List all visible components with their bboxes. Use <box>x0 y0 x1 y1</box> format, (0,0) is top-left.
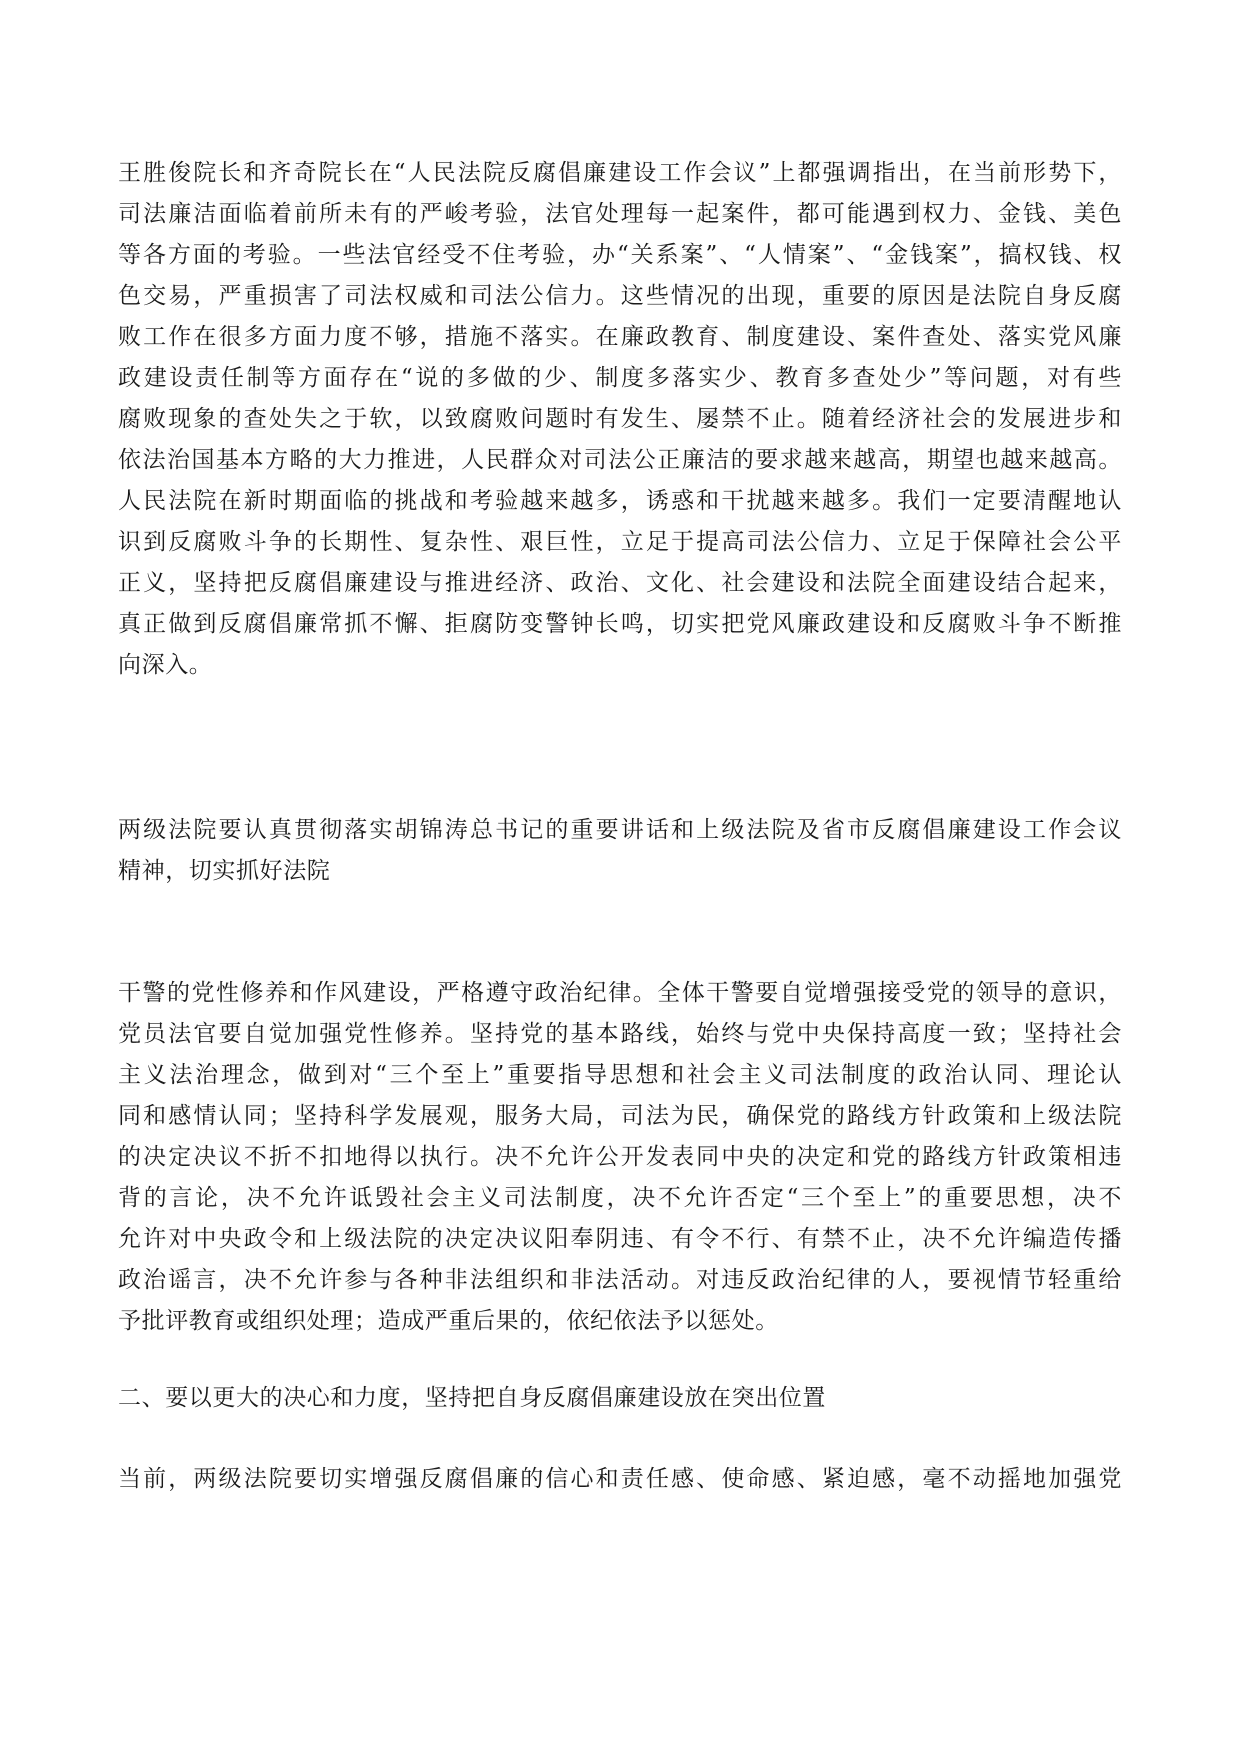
text-line: 向深入。 <box>118 652 213 678</box>
text-line: 当前，两级法院要切实增强反腐倡廉的信心和责任感、使命感、紧迫感，毫不动摇地加强党 <box>118 1466 1122 1492</box>
text-line: 政建设责任制等方面存在“说的多做的少、制度多落实少、教育多查处少”等问题，对有些 <box>118 365 1122 391</box>
paragraph-court-integrity <box>118 153 1122 686</box>
text-line: 政治谣言，决不允许参与各种非法组织和非法活动。对违反政治纪律的人，要视情节轻重给 <box>118 1267 1122 1293</box>
text-line: 党员法官要自觉加强党性修养。坚持党的基本路线，始终与党中央保持高度一致；坚持社会 <box>118 1021 1122 1047</box>
text-line: 两级法院要认真贯彻落实胡锦涛总书记的重要讲话和上级法院及省市反腐倡廉建设工作会议 <box>118 817 1122 843</box>
paragraph-implement-spirit <box>118 810 1122 892</box>
paragraph-current-task <box>118 1459 1122 1500</box>
text-line: 败工作在很多方面力度不够，措施不落实。在廉政教育、制度建设、案件查处、落实党风廉 <box>118 324 1122 350</box>
text-line: 的决定决议不折不扣地得以执行。决不允许公开发表同中央的决定和党的路线方针政策相违 <box>118 1144 1122 1170</box>
text-line: 司法廉洁面临着前所未有的严峻考验，法官处理每一起案件，都可能遇到权力、金钱、美色 <box>118 201 1122 227</box>
text-line: 人民法院在新时期面临的挑战和考验越来越多，诱惑和干扰越来越多。我们一定要清醒地认 <box>118 488 1122 514</box>
text-line: 王胜俊院长和齐奇院长在“人民法院反腐倡廉建设工作会议”上都强调指出，在当前形势下， <box>118 160 1122 186</box>
text-line: 干警的党性修养和作风建设，严格遵守政治纪律。全体干警要自觉增强接受党的领导的意识， <box>118 980 1122 1006</box>
text-line: 识到反腐败斗争的长期性、复杂性、艰巨性，立足于提高司法公信力、立足于保障社会公平 <box>118 529 1122 555</box>
text-line: 真正做到反腐倡廉常抓不懈、拒腐防变警钟长鸣，切实把党风廉政建设和反腐败斗争不断推 <box>118 611 1122 637</box>
text-line: 允许对中央政令和上级法院的决定决议阳奉阴违、有令不行、有禁不止，决不允许编造传播 <box>118 1226 1122 1252</box>
text-line: 同和感情认同；坚持科学发展观，服务大局，司法为民，确保党的路线方针政策和上级法院 <box>118 1103 1122 1129</box>
heading-text: 二、要以更大的决心和力度，坚持把自身反腐倡廉建设放在突出位置 <box>118 1385 826 1411</box>
text-line: 精神，切实抓好法院 <box>118 858 331 884</box>
text-line: 正义，坚持把反腐倡廉建设与推进经济、政治、文化、社会建设和法院全面建设结合起来， <box>118 570 1122 596</box>
text-line: 予批评教育或组织处理；造成严重后果的，依纪依法予以惩处。 <box>118 1308 779 1334</box>
text-line: 腐败现象的查处失之于软，以致腐败问题时有发生、屡禁不止。随着经济社会的发展进步和 <box>118 406 1122 432</box>
section-heading <box>118 1378 1122 1419</box>
text-line: 等各方面的考验。一些法官经受不住考验，办“关系案”、“人情案”、“金钱案”，搞权钱、权 <box>118 242 1122 268</box>
text-line: 背的言论，决不允许诋毁社会主义司法制度，决不允许否定“三个至上”的重要思想，决不 <box>118 1185 1122 1211</box>
text-line: 依法治国基本方略的大力推进，人民群众对司法公正廉洁的要求越来越高，期望也越来越高。 <box>118 447 1122 473</box>
paragraph-political-discipline <box>118 973 1122 1342</box>
text-line: 色交易，严重损害了司法权威和司法公信力。这些情况的出现，重要的原因是法院自身反腐 <box>118 283 1122 309</box>
text-line: 主义法治理念，做到对“三个至上”重要指导思想和社会主义司法制度的政治认同、理论认 <box>118 1062 1122 1088</box>
